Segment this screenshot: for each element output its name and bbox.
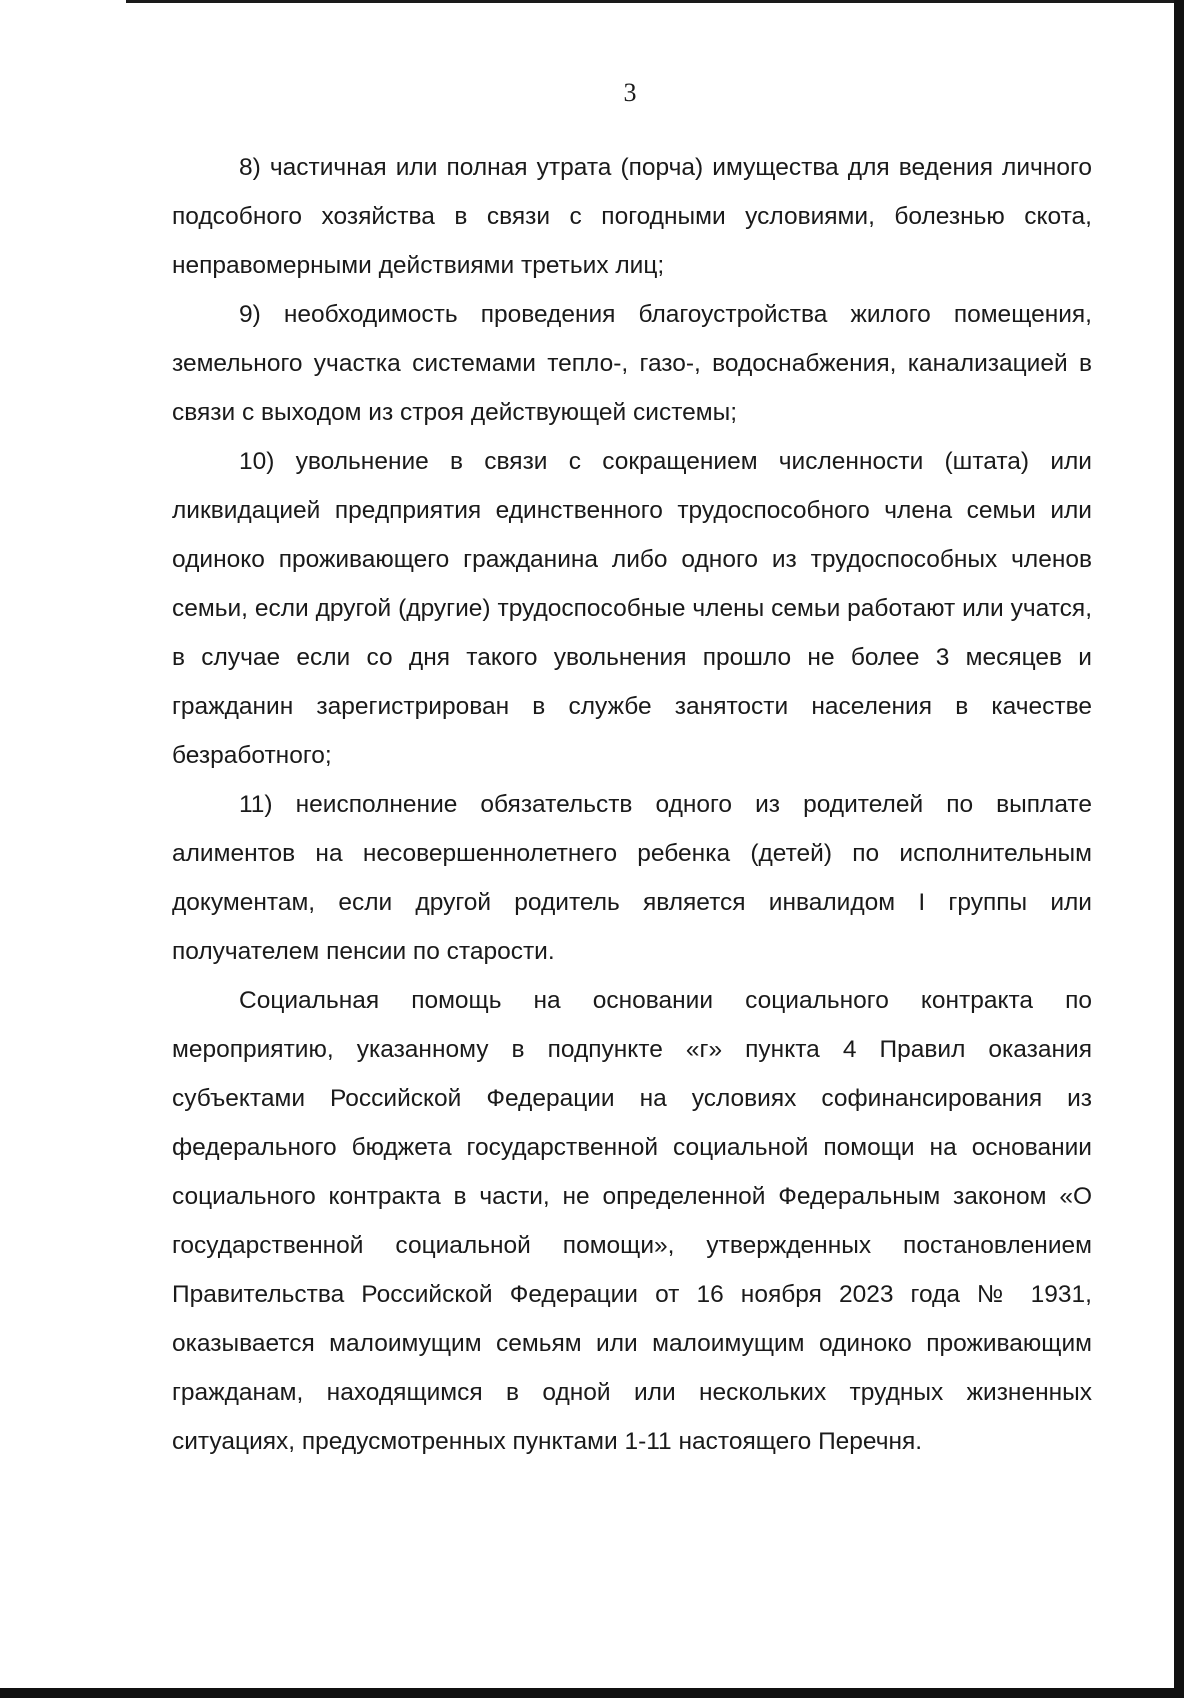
paragraph-item-9: 9) необходимость проведения благоустройства жилого помещения, земельного участка системами тепло-, газо-, водоснабжения, канализацией в связи с выходом из строя действующей системы; [172, 301, 1092, 426]
scan-border-right [1174, 0, 1184, 1698]
paragraph-social-assistance: Социальная помощь на основании социального контракта по мероприятию, указанному в подпункте «г» пункта 4 Правил оказания субъектами Российской Федерации на условиях софинансирования из федерального бюджета государственной социальной помощи на основании социального контракта в части, не определенной Федеральным законом «О государственной социальной помощи», утвержденных постановлением Правительства Российской Федерации от 16 ноября 2023 года № 1931, оказывается малоимущим семьям или малоимущим одиноко проживающим гражданам, находящимся в одной или нескольких трудных жизненных ситуациях, предусмотренных пунктами 1-11 настоящего Перечня. [172, 987, 1092, 1455]
paragraph-item-8: 8) частичная или полная утрата (порча) имущества для ведения личного подсобного хозяйства в связи с погодными условиями, болезнью скота, неправомерными действиями третьих лиц; [172, 154, 1092, 279]
scan-border-bottom [0, 1688, 1184, 1698]
scan-border-top [126, 0, 1180, 3]
page-number: 3 [623, 78, 637, 107]
paragraph-item-10: 10) увольнение в связи с сокращением численности (штата) или ликвидацией предприятия единственного трудоспособного члена семьи или одиноко проживающего гражданина либо одного из трудоспособных членов семьи, если другой (другие) трудоспособные члены семьи работают или учатся, в случае если со дня такого увольнения прошло не более 3 месяцев и гражданин зарегистрирован в службе занятости населения в качестве безработного; [172, 448, 1092, 769]
paragraph-item-11: 11) неисполнение обязательств одного из родителей по выплате алиментов на несовершеннолетнего ребенка (детей) по исполнительным документам, если другой родитель является инвалидом I группы или получателем пенсии по старости. [172, 791, 1092, 965]
document-body [172, 143, 1092, 1466]
